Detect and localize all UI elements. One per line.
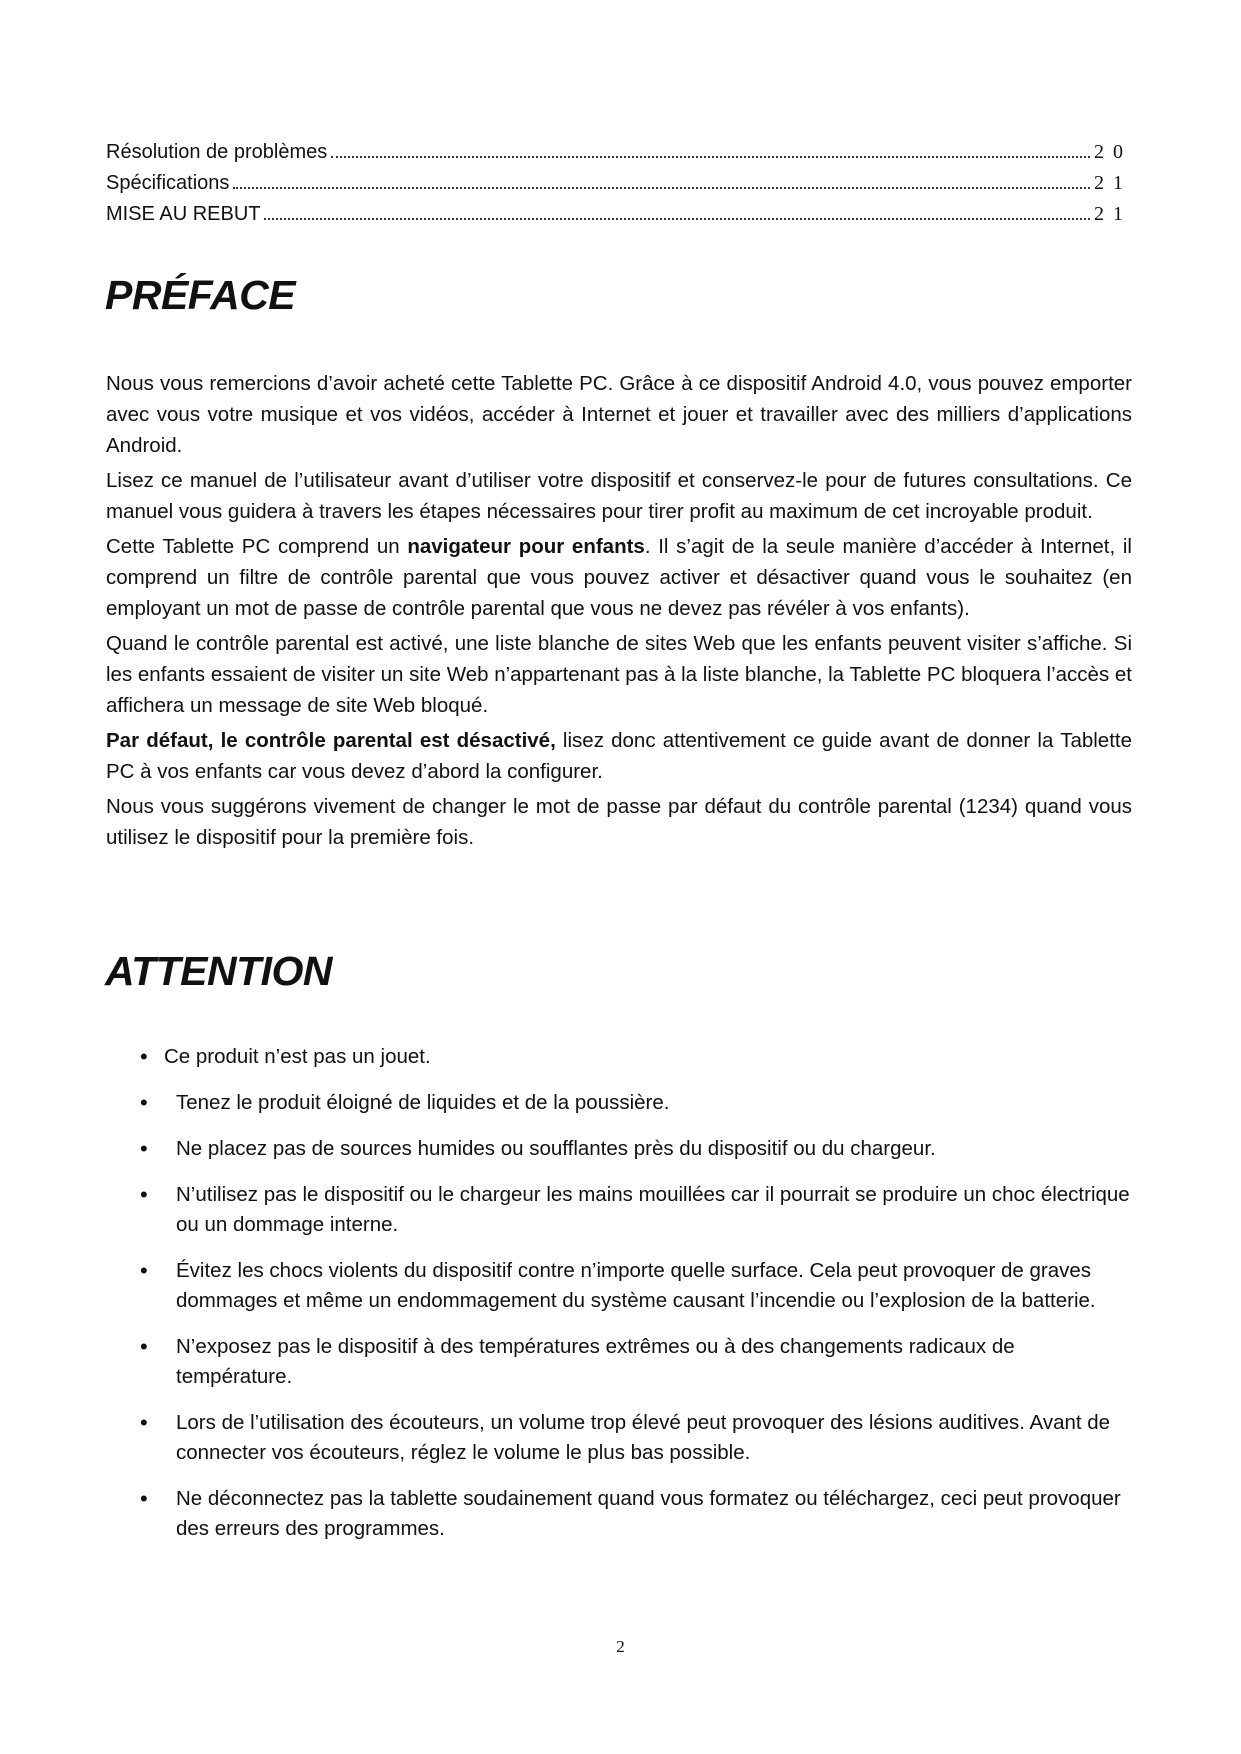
preface-paragraph-5 <box>106 725 1132 787</box>
preface-paragraph-1: Nous vous remercions d’avoir acheté cette Tablette PC. Grâce à ce dispositif Android 4.0, vous pouvez emporter avec vous votre musique et vos vidéos, accéder à Internet et jouer et travailler avec des milliers d’applications Android. <box>106 372 1132 457</box>
preface-paragraph-3 <box>106 531 1132 624</box>
list-item: • Ne placez pas de sources humides ou soufflantes près du dispositif ou du chargeur. <box>106 1134 1132 1164</box>
toc-entry <box>106 199 1132 230</box>
preface-paragraph-2: Lisez ce manuel de l’utilisateur avant d’utiliser votre dispositif et conservez-le pour de futures consultations. Ce manuel vous guidera à travers les étapes nécessaires pour tirer profit au maximum de cet incroyable produit. <box>106 469 1132 523</box>
preface-body <box>106 368 1132 857</box>
list-item: • N’utilisez pas le dispositif ou le chargeur les mains mouillées car il pourrait se produire un choc électrique ou un dommage interne. <box>106 1180 1132 1240</box>
kids-browser-emphasis: navigateur pour enfants <box>407 535 645 558</box>
list-item: • Ne déconnectez pas la tablette soudainement quand vous formatez ou téléchargez, ceci peut provoquer des erreurs des programmes. <box>106 1484 1132 1544</box>
preface-heading: PRÉFACE <box>105 272 296 318</box>
list-item: • Lors de l’utilisation des écouteurs, un volume trop élevé peut provoquer des lésions auditives. Avant de connecter vos écouteurs, réglez le volume le plus bas possible. <box>106 1408 1132 1468</box>
attention-list <box>106 1042 1132 1560</box>
toc-entry-title: MISE AU REBUT <box>106 203 261 225</box>
parental-control-default-emphasis: Par défaut, le contrôle parental est désactivé, <box>106 729 556 752</box>
toc-entry-title: Spécifications <box>106 172 230 194</box>
toc-entry-page: 21 <box>1094 203 1132 225</box>
toc-leader-dots <box>233 187 1090 189</box>
list-item: • Tenez le produit éloigné de liquides et de la poussière. <box>106 1088 1132 1118</box>
preface-p5-text-end: lisez donc attentivement ce guide avant de donner la Tablette PC à vos enfants car vous devez d’abord la configurer. <box>106 729 1132 783</box>
preface-paragraph-6: Nous vous suggérons vivement de changer le mot de passe par défaut du contrôle parental (1234) quand vous utilisez le dispositif pour la première fois. <box>106 795 1132 849</box>
list-item: • N’exposez pas le dispositif à des températures extrêmes ou à des changements radicaux de température. <box>106 1332 1132 1392</box>
toc-entry-title: Résolution de problèmes <box>106 141 328 163</box>
preface-p3-text-start: Cette Tablette PC comprend un <box>106 535 408 558</box>
toc-entry-page: 20 <box>1094 141 1132 163</box>
page-number: 2 <box>616 1637 625 1656</box>
toc-entry <box>106 137 1132 168</box>
attention-heading: ATTENTION <box>105 948 333 994</box>
toc-entry <box>106 168 1132 199</box>
toc-leader-dots <box>264 218 1090 220</box>
toc-entry-page: 21 <box>1094 172 1132 194</box>
preface-paragraph-4: Quand le contrôle parental est activé, une liste blanche de sites Web que les enfants peuvent visiter s’affiche. Si les enfants essaient de visiter un site Web n’appartenant pas à la liste blanche, la Tablette PC bloquera l’accès et affichera un message de site Web bloqué. <box>106 632 1133 717</box>
list-item: • Ce produit n’est pas un jouet. <box>106 1042 1132 1072</box>
toc-leader-dots <box>331 156 1090 158</box>
list-item: • Évitez les chocs violents du dispositif contre n’importe quelle surface. Cela peut provoquer de graves dommages et même un endommagement du système causant l’incendie ou l’explosion de la batterie. <box>106 1256 1132 1316</box>
table-of-contents <box>106 137 1132 230</box>
preface-p3-text-end: . Il s’agit de la seule manière d’accéder à Internet, il comprend un filtre de contrôle parental que vous pouvez activer et désactiver quand vous le souhaitez (en employant un mot de passe de contrôle parental que vous ne devez pas révéler à vos enfants). <box>106 535 1132 620</box>
